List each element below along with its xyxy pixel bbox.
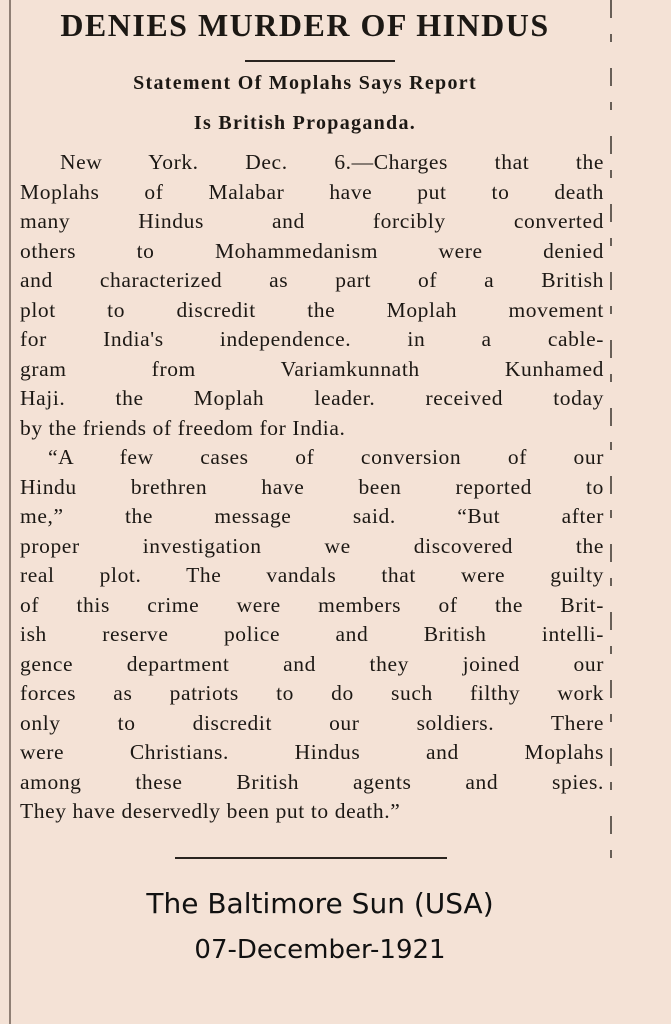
article-end-divider — [175, 857, 447, 859]
article-line: others to Mohammedanism were denied — [20, 238, 604, 263]
subheadline-line-1: Statement Of Moplahs Says Report — [133, 72, 477, 94]
article-line: Moplahs of Malabar have put to death — [20, 179, 604, 204]
article-line: by the friends of freedom for India. — [20, 415, 346, 440]
article-line: and characterized as part of a British — [20, 268, 604, 292]
article-line: plot to discredit the Moplah movement — [20, 297, 604, 322]
article-line: ish reserve police and British intelli- — [20, 622, 604, 646]
article-line: for India's independence. in a cable- — [20, 327, 604, 351]
article-body — [20, 148, 604, 827]
subheadline-line-2: Is British Propaganda. — [193, 112, 417, 134]
article-line: They have deservedly been put to death.” — [20, 799, 401, 823]
article-line: “A few cases of conversion of our — [48, 445, 604, 469]
article-line: only to discredit our soldiers. There — [20, 710, 604, 735]
article-line: forces as patriots to do such filthy work — [20, 681, 604, 705]
paragraph-2 — [20, 443, 604, 827]
paragraph-1 — [20, 148, 604, 443]
article-line: many Hindus and forcibly converted — [20, 209, 604, 233]
article-line: me,” the message said. “But after — [20, 504, 604, 528]
headline-divider — [245, 60, 395, 62]
article-line: gram from Variamkunnath Kunhamed — [20, 356, 604, 381]
source-caption: The Baltimore Sun (USA) — [146, 887, 494, 920]
article-line: proper investigation we discovered the — [20, 533, 604, 558]
article-line: Haji. the Moplah leader. received today — [20, 386, 604, 410]
article-line: New York. Dec. 6.—Charges that the — [60, 150, 604, 174]
article-line: gence department and they joined our — [20, 651, 604, 676]
article-line: among these British agents and spies. — [20, 769, 604, 794]
article-line: of this crime were members of the Brit- — [20, 592, 604, 617]
date-caption: 07-December-1921 — [194, 935, 446, 965]
article-line: Hindu brethren have been reported to — [20, 474, 604, 499]
article-line: were Christians. Hindus and Moplahs — [20, 740, 604, 764]
article-line: real plot. The vandals that were guilty — [20, 563, 604, 587]
column-rule-left — [9, 0, 11, 1024]
headline: DENIES MURDER OF HINDUS — [60, 7, 550, 43]
column-rule-right — [610, 0, 612, 860]
